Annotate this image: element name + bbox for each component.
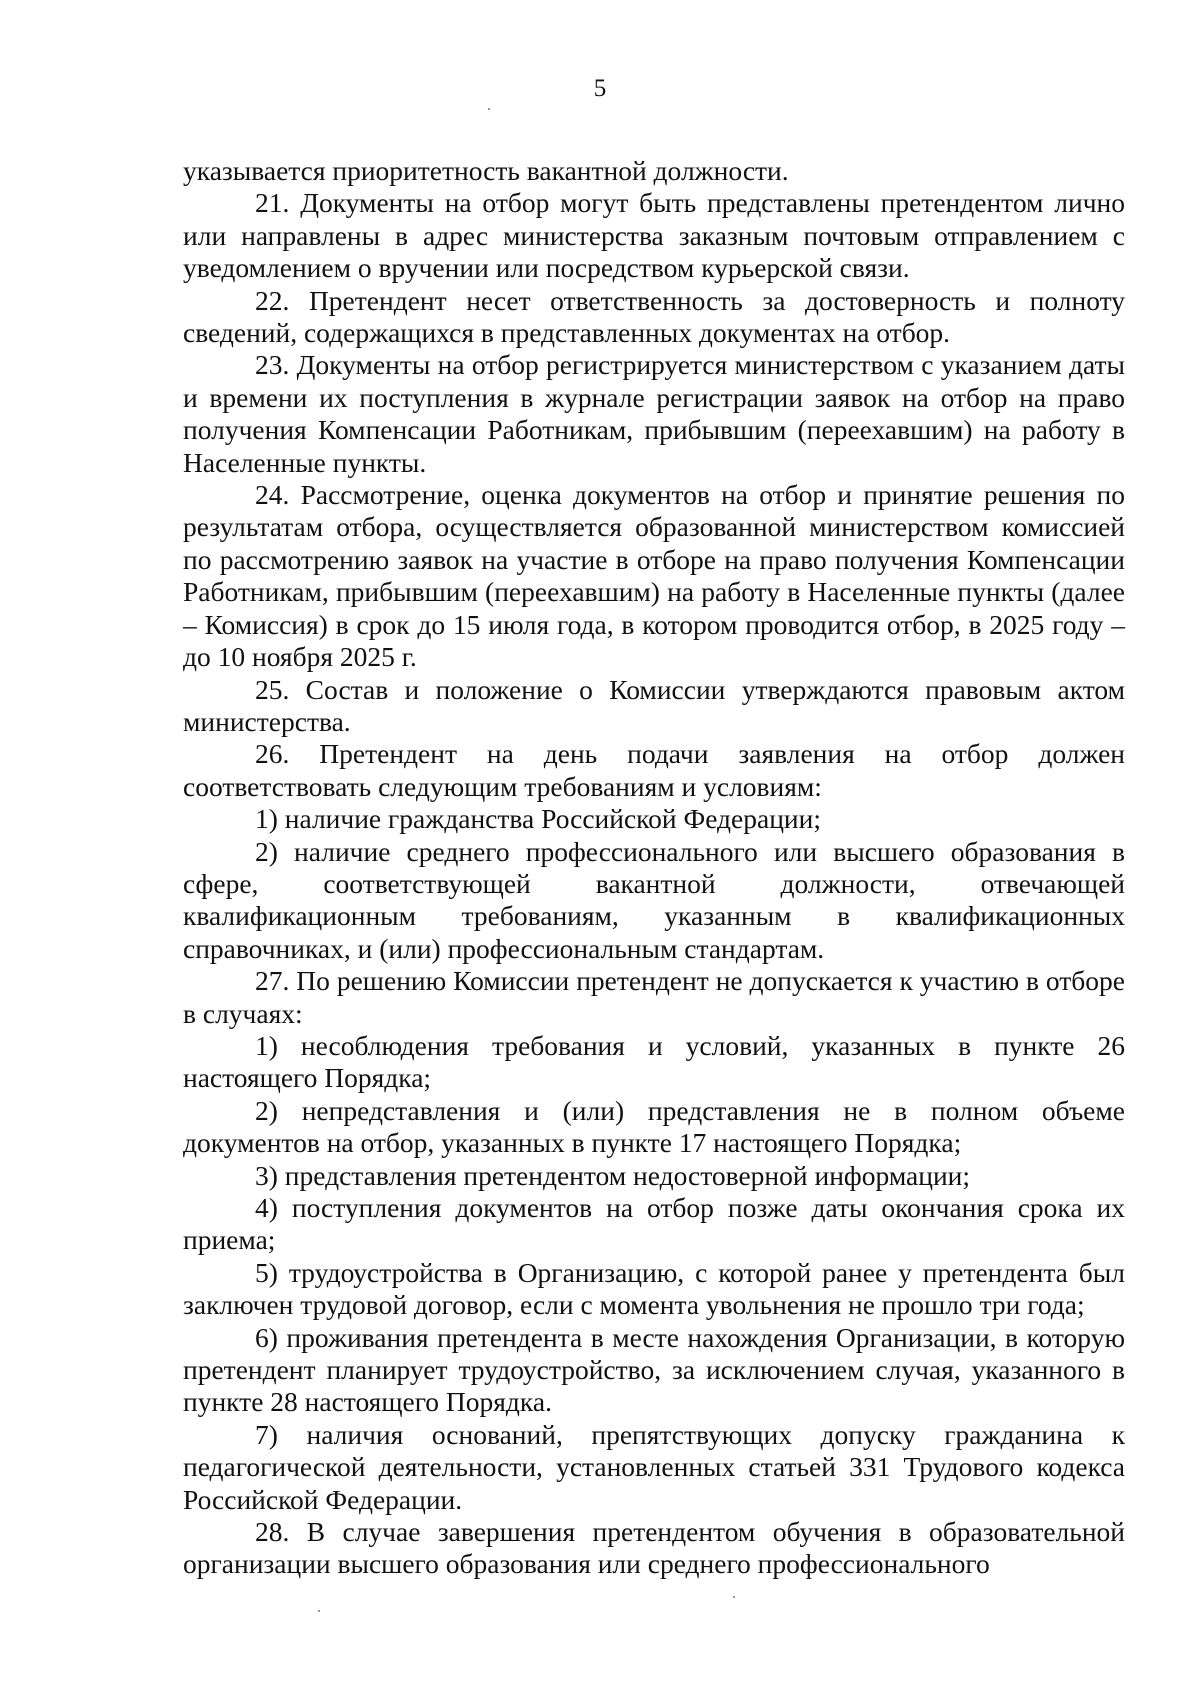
paragraph-27-item-1: 1) несоблюдения требования и условий, указанных в пункте 26 настоящего Порядка; <box>183 1029 1125 1094</box>
paragraph-23: 23. Документы на отбор регистрируется министерством с указанием даты и времени их поступления в журнале регистрации заявок на отбор на право получения Компенсации Работникам, прибывшим (переехавшим) на работу в Населенные пункты. <box>183 349 1125 478</box>
paragraph-24: 24. Рассмотрение, оценка документов на отбор и принятие решения по результатам отбора, осуществляется образованной министерством комиссией по рассмотрению заявок на участие в отборе на право получения Компенсации Работникам, прибывшим (переехавшим) на работу в Населенные пункты (далее – Комиссия) в срок до 15 июля года, в котором проводится отбор, в 2025 году – до 10 ноября 2025 г. <box>183 479 1125 673</box>
paragraph-26-item-1: 1) наличие гражданства Российской Федерации; <box>255 803 822 835</box>
scan-speck <box>318 1610 320 1612</box>
paragraph-26-item-2: 2) наличие среднего профессионального или высшего образования в сфере, соответствующей вакантной должности, отвечающей квалификационным требованиям, указанным в квалификационных справочниках, и (или) профессиональным стандартам. <box>183 835 1125 964</box>
paragraph-21: 21. Документы на отбор могут быть представлены претендентом лично или направлены в адрес министерства заказным почтовым отправлением с уведомлением о вручении или посредством курьерской связи. <box>183 187 1125 284</box>
paragraph-27-item-3: 3) представления претендентом недостоверной информации; <box>255 1159 971 1191</box>
paragraph-28: 28. В случае завершения претендентом обучения в образовательной организации высшего образования или среднего профессионального <box>183 1516 1125 1580</box>
paragraph-22: 22. Претендент несет ответственность за достоверность и полноту сведений, содержащихся в представленных документах на отбор. <box>183 284 1125 349</box>
paragraph-25: 25. Состав и положение о Комиссии утверждаются правовым актом министерства. <box>183 673 1125 737</box>
paragraph-27-item-7: 7) наличия оснований, препятствующих допуску гражданина к педагогической деятельности, установленных статьей 331 Трудового кодекса Российской Федерации. <box>183 1418 1125 1515</box>
scan-speck <box>488 108 490 110</box>
scan-speck <box>733 1596 735 1598</box>
paragraph-27-item-5: 5) трудоустройства в Организацию, с которой ранее у претендента был заключен трудовой договор, если с момента увольнения не прошло три года; <box>183 1256 1125 1321</box>
paragraph-continuation: указывается приоритетность вакантной должности. <box>183 155 789 186</box>
paragraph-27-item-6: 6) проживания претендента в месте нахождения Организации, в которую претендент планирует трудоустройство, за исключением случая, указанного в пункте 28 настоящего Порядка. <box>183 1321 1125 1418</box>
paragraph-27-item-2: 2) непредставления и (или) представления не в полном объеме документов на отбор, указанных в пункте 17 настоящего Порядка; <box>183 1094 1125 1159</box>
paragraph-27: 27. По решению Комиссии претендент не допускается к участию в отборе в случаях: <box>183 965 1125 1029</box>
paragraph-26: 26. Претендент на день подачи заявления на отбор должен соответствовать следующим требованиям и условиям: <box>183 738 1125 802</box>
document-body <box>183 155 1125 1581</box>
paragraph-27-item-4: 4) поступления документов на отбор позже даты окончания срока их приема; <box>183 1192 1125 1256</box>
page-number: 5 <box>593 75 607 102</box>
